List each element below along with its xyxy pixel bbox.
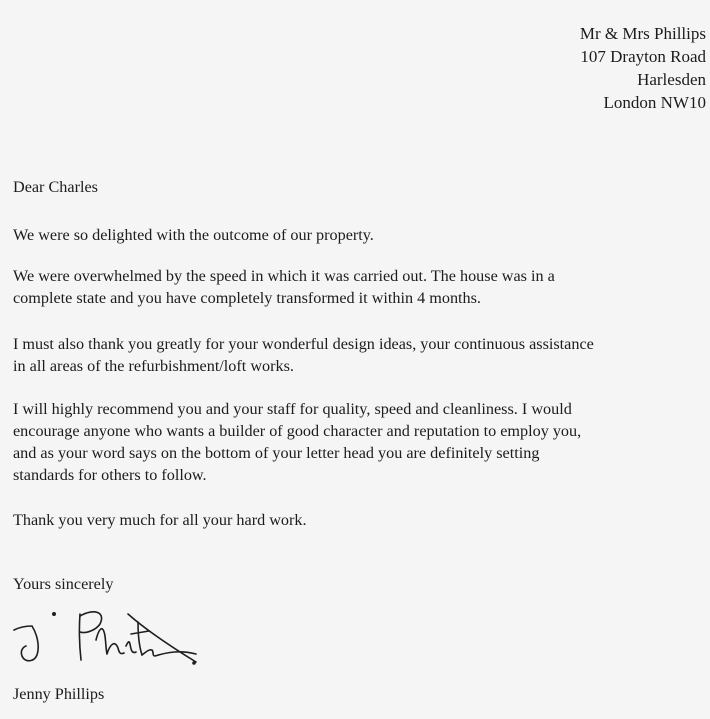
- signer-name: Jenny Phillips: [13, 685, 105, 703]
- paragraph-2: [13, 265, 555, 309]
- handwritten-signature: [10, 600, 200, 670]
- address-line-city: London NW10: [603, 93, 706, 112]
- paragraph-4-line-3: and as your word says on the bottom of your letter head you are definitely setting: [13, 444, 540, 462]
- address-line-name: Mr & Mrs Phillips: [579, 24, 706, 43]
- signature-end-dot: [193, 662, 195, 664]
- paragraph-4-line-4: standards for others to follow.: [13, 466, 207, 484]
- salutation: Dear Charles: [13, 178, 98, 196]
- address-line-area: Harlesden: [637, 70, 706, 89]
- paragraph-5-line-1: Thank you very much for all your hard work.: [13, 511, 307, 529]
- paragraph-4-line-2: encourage anyone who wants a builder of good character and reputation to employ you,: [13, 422, 582, 440]
- signature-j-stroke: [14, 626, 38, 661]
- paragraph-5: [13, 509, 307, 531]
- paragraph-4-line-1: I will highly recommend you and your staff for quality, speed and cleanliness. I would: [13, 400, 572, 418]
- signature-strokes: [14, 612, 196, 664]
- signature-tail-stroke: [142, 650, 196, 656]
- paragraph-1-line-1: We were so delighted with the outcome of our property.: [13, 226, 374, 244]
- paragraph-3-line-2: in all areas of the refurbishment/loft works.: [13, 357, 294, 375]
- signature-p-bowl: [80, 612, 102, 633]
- signature-p-stem: [79, 614, 81, 660]
- paragraph-2-line-2: complete state and you have completely transformed it within 4 months.: [13, 289, 481, 307]
- signature-h-loop: [96, 629, 124, 654]
- paragraph-3: [13, 333, 594, 377]
- signature-i-t-stroke: [126, 622, 149, 655]
- signature-dot: [53, 613, 55, 615]
- paragraph-4: [13, 398, 581, 486]
- closing: Yours sincerely: [13, 575, 114, 593]
- paragraph-3-line-1: I must also thank you greatly for your wonderful design ideas, your continuous assistance: [13, 335, 594, 353]
- paragraph-1: [13, 224, 374, 246]
- sender-address: [580, 22, 706, 114]
- paragraph-2-line-1: We were overwhelmed by the speed in which it was carried out. The house was in a: [13, 267, 555, 285]
- address-line-street: 107 Drayton Road: [580, 47, 706, 66]
